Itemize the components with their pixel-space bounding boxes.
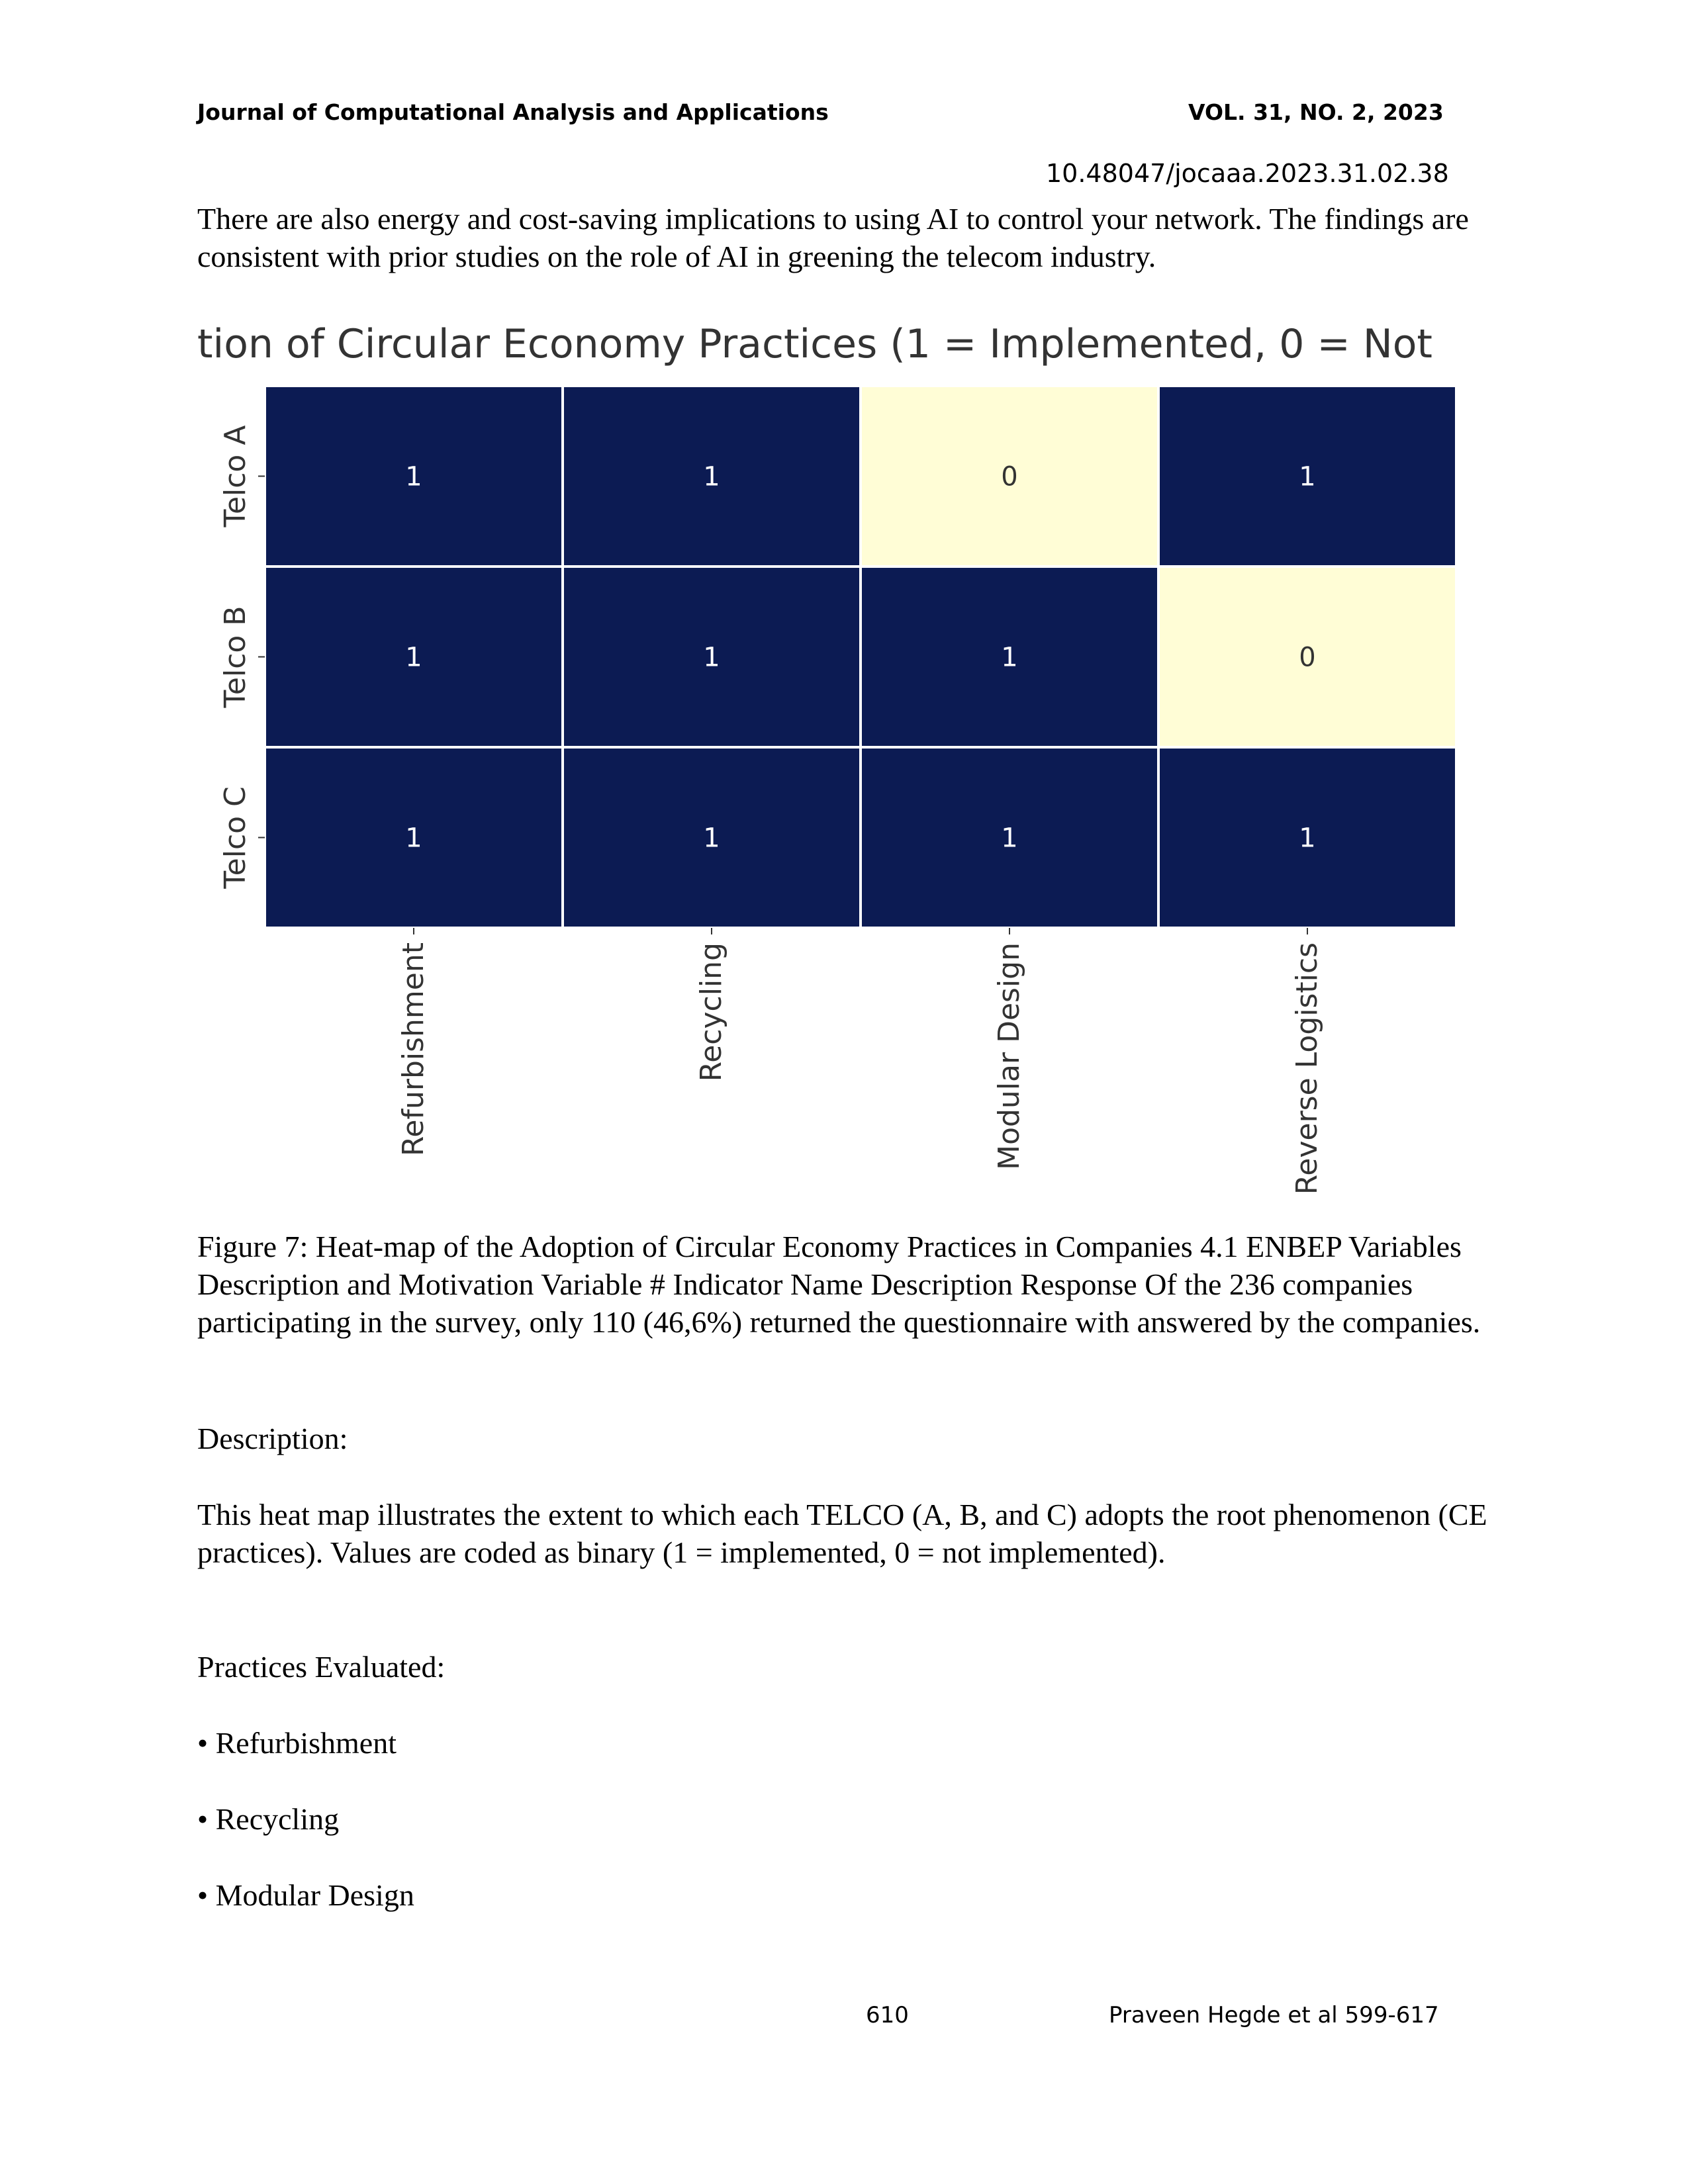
column-label: Refurbishment xyxy=(397,942,430,1157)
row-label: Telco A xyxy=(218,425,252,527)
cell-value-label: 1 xyxy=(405,823,422,854)
figure-caption: Figure 7: Heat-map of the Adoption of Circular Economy Practices in Companies 4.1 ENBEP Variables Description and Motivation Variable # Indicator Name Description Response Of the 236 companies participating in the survey, only 110 (46,6%) returned the questionnaire with answered by the companies. xyxy=(197,1230,1481,1339)
intro-paragraph: There are also energy and cost-saving implications to using AI to control your network. The findings are consistent with prior studies on the role of AI in greening the telecom industry. xyxy=(197,202,1469,273)
list-item: • Refurbishment xyxy=(197,1726,397,1760)
cell-value-label: 1 xyxy=(1299,461,1316,492)
column-label: Reverse Logistics xyxy=(1290,942,1324,1195)
heatmap-chart xyxy=(197,318,1481,1218)
cell-value-label: 0 xyxy=(1001,461,1018,492)
list-item: • Modular Design xyxy=(197,1878,414,1912)
page-number: 610 xyxy=(866,2002,909,2028)
practices-list xyxy=(197,1724,414,1952)
journal-header: Journal of Computational Analysis and Applications xyxy=(197,99,829,125)
cell-value-label: 1 xyxy=(703,642,720,673)
description-heading: Description: xyxy=(197,1422,348,1455)
cell-value-label: 1 xyxy=(405,461,422,492)
cell-value-label: 1 xyxy=(1299,823,1316,854)
description-paragraph: This heat map illustrates the extent to which each TELCO (A, B, and C) adopts the root phenomenon (CE practices). Values are coded as binary (1 = implemented, 0 = not implemented). xyxy=(197,1498,1487,1569)
row-label: Telco C xyxy=(218,786,252,889)
cell-value-label: 1 xyxy=(703,461,720,492)
cell-value-label: 1 xyxy=(703,823,720,854)
chart-title: tion of Circular Economy Practices (1 = Implemented, 0 = Not xyxy=(197,321,1432,367)
column-label: Modular Design xyxy=(992,942,1026,1170)
cell-value-label: 1 xyxy=(1001,823,1018,854)
heatmap-figure xyxy=(197,318,1481,1218)
row-label: Telco B xyxy=(218,606,252,708)
cell-value-label: 1 xyxy=(405,642,422,673)
practices-heading: Practices Evaluated: xyxy=(197,1650,445,1684)
doi: 10.48047/jocaaa.2023.31.02.38 xyxy=(1046,159,1449,188)
cell-value-label: 0 xyxy=(1299,642,1316,673)
footer-author: Praveen Hegde et al 599-617 xyxy=(1109,2002,1439,2028)
list-item: • Recycling xyxy=(197,1802,340,1836)
column-label: Recycling xyxy=(694,942,728,1082)
cell-value-label: 1 xyxy=(1001,642,1018,673)
volume-header: VOL. 31, NO. 2, 2023 xyxy=(1188,99,1444,125)
